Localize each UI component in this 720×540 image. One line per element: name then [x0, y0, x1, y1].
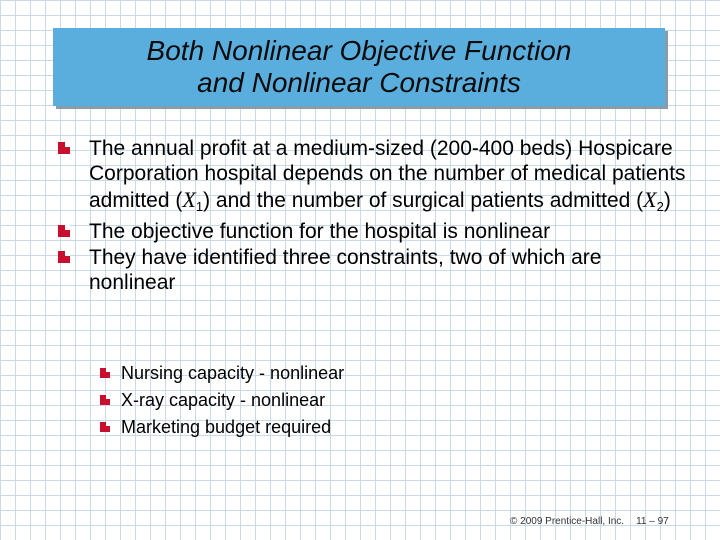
sub-bullet-text: Nursing capacity - nonlinear	[121, 363, 345, 383]
sub-bullet-item	[100, 414, 344, 441]
subscript: 2	[656, 198, 664, 214]
bullet-text: They have identified three constraints, two of which are nonlinear	[89, 245, 602, 295]
bullet-item	[56, 136, 686, 219]
square-bullet-icon	[58, 225, 70, 237]
square-bullet-icon	[100, 422, 110, 432]
square-bullet-icon	[100, 368, 110, 378]
slide-title-box	[53, 28, 665, 106]
subscript: 1	[195, 198, 204, 214]
sub-bullet-item	[100, 387, 344, 414]
variable-x: X	[182, 186, 196, 212]
copyright-text: © 2009 Prentice-Hall, Inc.	[510, 516, 625, 527]
bullet-text: The annual profit at a medium-sized (200-400 beds) Hospicare Corporation hospital depends on the number of medical patients admitted (	[89, 137, 686, 212]
bullet-text: The objective function for the hospital is nonlinear	[89, 220, 551, 244]
slide-footer	[510, 516, 669, 527]
square-bullet-icon	[58, 251, 70, 263]
bullet-item	[56, 245, 686, 296]
sub-bullet-text: Marketing budget required	[121, 417, 332, 437]
variable-x: X	[643, 186, 657, 212]
sub-bullet-list	[100, 360, 344, 441]
sub-bullet-item	[100, 360, 344, 387]
bullet-text: ) and the number of surgical patients admitted (	[203, 188, 644, 212]
bullet-list	[56, 136, 686, 295]
sub-bullet-text: X-ray capacity - nonlinear	[121, 390, 326, 410]
slide-title-line-2: and Nonlinear Constraints	[197, 67, 521, 98]
bullet-item	[56, 219, 686, 244]
page-number: 11 – 97	[636, 516, 669, 527]
slide-title-line-1: Both Nonlinear Objective Function	[146, 35, 572, 66]
square-bullet-icon	[58, 142, 70, 154]
bullet-text: )	[663, 188, 671, 212]
square-bullet-icon	[100, 395, 110, 405]
